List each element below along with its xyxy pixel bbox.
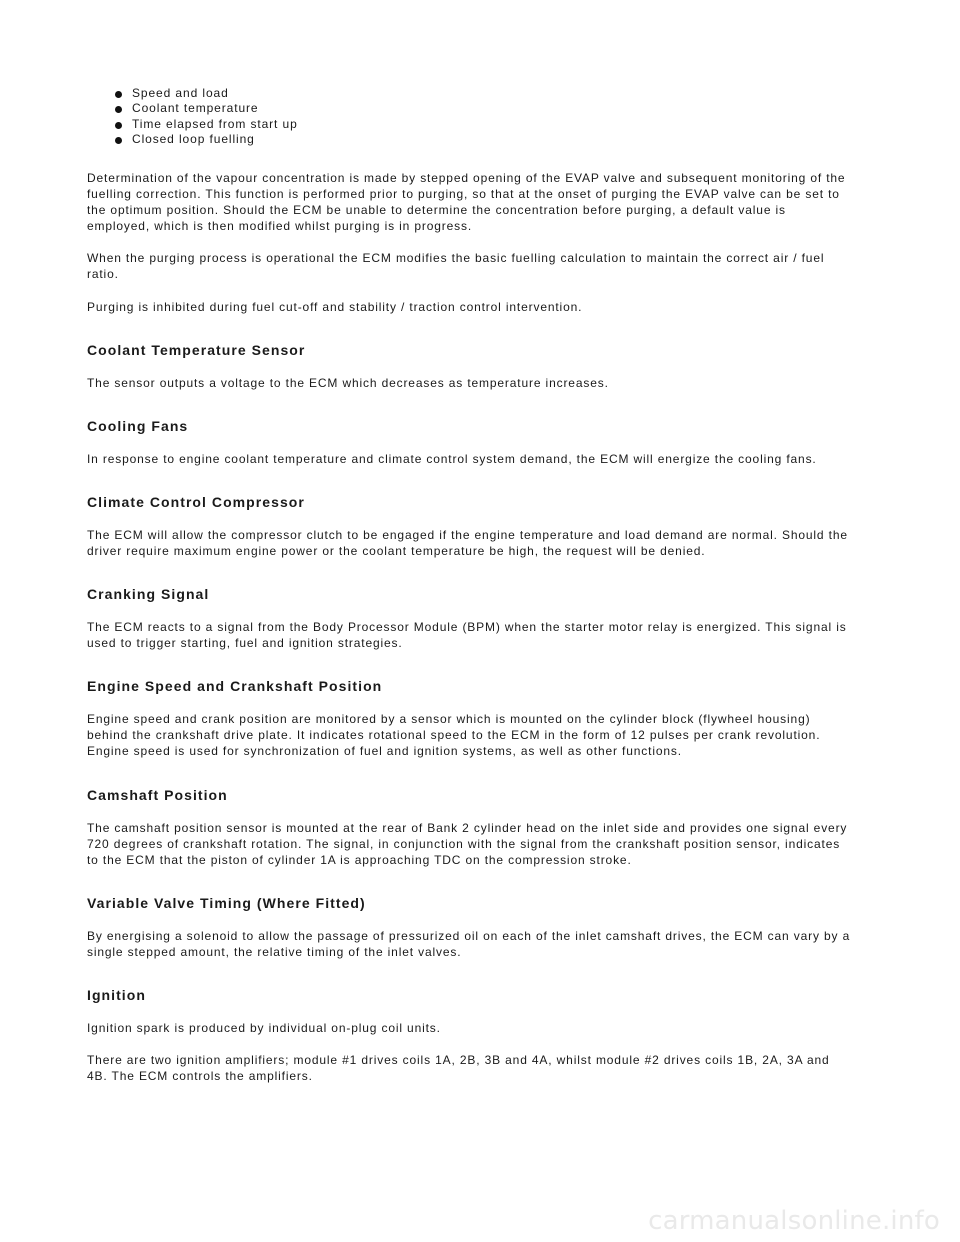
bullet-icon (115, 91, 122, 98)
section-heading-cooling-fans: Cooling Fans (87, 417, 189, 434)
purging-operational-paragraph: When the purging process is operational the ECM modifies the basic fuelling calculation to maintain the correct air / fuel ratio. (87, 251, 825, 282)
list-item (115, 86, 298, 101)
compressor-paragraph: The ECM will allow the compressor clutch to be engaged if the engine temperature and load demand are normal. Should the driver require maximum engine power or the coolant temperature be high, the request will be denied. (87, 527, 848, 558)
list-item (115, 132, 298, 147)
list-item (115, 101, 298, 116)
cooling-fans-paragraph: In response to engine coolant temperature and climate control system demand, the ECM will energize the cooling fans. (87, 451, 817, 466)
list-item-text: Time elapsed from start up (132, 116, 298, 131)
camshaft-position-paragraph: The camshaft position sensor is mounted at the rear of Bank 2 cylinder head on the inlet side and provides one signal every 720 degrees of crankshaft rotation. The signal, in conjunction with the signal from the crankshaft position sensor, indicates to the ECM that the piston of cylinder 1A is approaching TDC on the compression stroke. (87, 820, 848, 867)
section-heading-cranking-signal: Cranking Signal (87, 586, 210, 603)
list-item-text: Coolant temperature (132, 101, 259, 116)
section-heading-camshaft-position: Camshaft Position (87, 786, 228, 803)
list-item (115, 117, 298, 132)
site-watermark: carmanualsonline.info (648, 1206, 940, 1236)
section-heading-variable-valve-timing: Variable Valve Timing (Where Fitted) (87, 894, 366, 911)
section-heading-compressor: Climate Control Compressor (87, 493, 305, 510)
list-item-text: Speed and load (132, 86, 229, 100)
ignition-spark-paragraph: Ignition spark is produced by individual on-plug coil units. (87, 1020, 441, 1035)
section-heading-crankshaft-position: Engine Speed and Crankshaft Position (87, 678, 383, 695)
bullet-icon (115, 122, 122, 129)
list-item-text: Closed loop fuelling (132, 132, 255, 147)
coolant-sensor-paragraph: The sensor outputs a voltage to the ECM which decreases as temperature increases. (87, 375, 609, 390)
bullet-icon (115, 106, 122, 113)
cranking-signal-paragraph: The ECM reacts to a signal from the Body Processor Module (BPM) when the starter motor relay is energized. This signal is used to trigger starting, fuel and ignition strategies. (87, 620, 847, 651)
evap-concentration-paragraph: Determination of the vapour concentration is made by stepped opening of the EVAP valve and subsequent monitoring of the fuelling correction. This function is performed prior to purging, so that at the onset of purging the EVAP valve can be set to the optimum position. Should the ECM be unable to determine the concentration before purging, a default value is employed, which is then modified whilst purging is in progress. (87, 171, 846, 234)
crankshaft-position-paragraph: Engine speed and crank position are monitored by a sensor which is mounted on the cylinder block (flywheel housing) behind the crankshaft drive plate. It indicates rotational speed to the ECM in the form of 12 pulses per crank revolution. Engine speed is used for synchronization of fuel and ignition systems, as well as other functions. (87, 712, 821, 759)
ignition-amplifiers-paragraph: There are two ignition amplifiers; module #1 drives coils 1A, 2B, 3B and 4A, whilst module #2 drives coils 1B, 2A, 3A and 4B. The ECM controls the amplifiers. (87, 1053, 830, 1084)
purging-inhibited-paragraph: Purging is inhibited during fuel cut-off and stability / traction control intervention. (87, 299, 583, 314)
section-heading-coolant-sensor: Coolant Temperature Sensor (87, 341, 306, 358)
document-body (87, 170, 887, 1100)
conditions-list (115, 86, 298, 148)
variable-valve-timing-paragraph: By energising a solenoid to allow the passage of pressurized oil on each of the inlet camshaft drives, the ECM can vary by a single stepped amount, the relative timing of the inlet valves. (87, 928, 851, 959)
bullet-icon (115, 137, 122, 144)
section-heading-ignition: Ignition (87, 986, 146, 1003)
